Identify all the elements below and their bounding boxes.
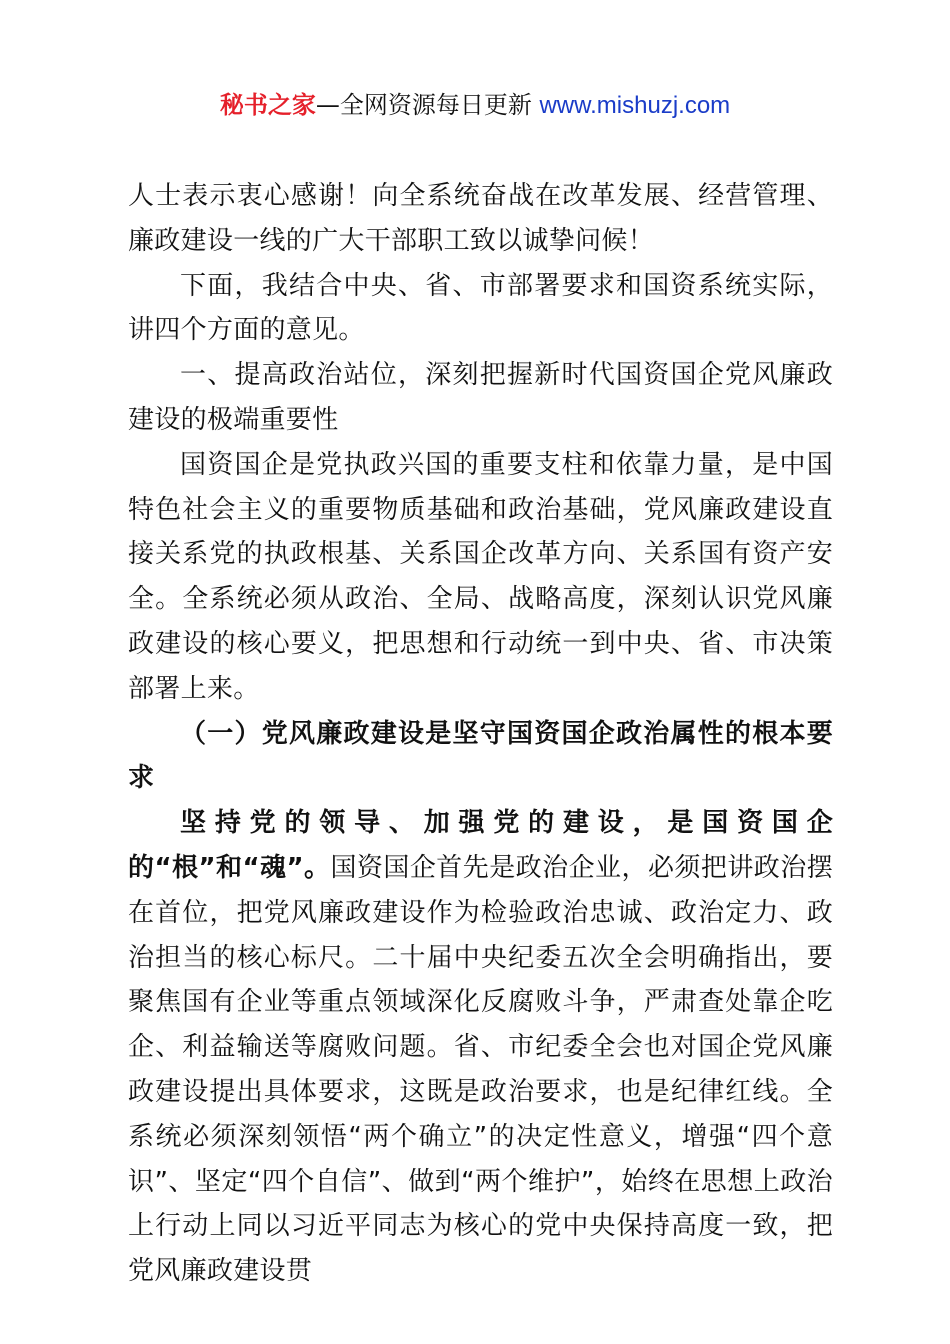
paragraph-subsection-body [128, 801, 833, 1294]
subsection-heading: （一）党风廉政建设是坚守国资国企政治属性的根本要求 [128, 718, 833, 794]
paragraph-section-body: 国资国企是党执政兴国的重要支柱和依靠力量，是中国特色社会主义的重要物质基础和政治基础，党风廉政建设直接关系党的执政根基、关系国企改革方向、关系国有资产安全。全系统必须从政治、全局、战略高度，深刻认识党风廉政建设的核心要义，把思想和行动统一到中央、省、市决策部署上来。 [128, 449, 833, 704]
paragraph-lead-sentence: 坚持党的领导、加强党的建设，是国资国企的“根”和“魂”。 [128, 808, 833, 883]
brand-name: 秘书之家 [219, 91, 316, 119]
header-slogan: —全网资源每日更新 [315, 91, 540, 119]
website-link[interactable]: www.mishuzj.com [539, 92, 731, 119]
paragraph-continuation: 人士表示衷心感谢！向全系统奋战在改革发展、经营管理、廉政建设一线的广大干部职工致以诚挚问候！ [128, 181, 833, 256]
section-heading: 一、提高政治站位，深刻把握新时代国资国企党风廉政建设的极端重要性 [128, 360, 833, 435]
paragraph-intro: 下面，我结合中央、省、市部署要求和国资系统实际，讲四个方面的意见。 [128, 270, 833, 346]
page-header [0, 88, 950, 123]
paragraph-body-text: 国资国企首先是政治企业，必须把讲政治摆在首位，把党风廉政建设作为检验政治忠诚、政治定力、政治担当的核心标尺。二十届中央纪委五次全会明确指出，要聚焦国有企业等重点领域深化反腐败斗争，严肃查处靠企吃企、利益输送等腐败问题。省、市纪委全会也对国企党风廉政建设提出具体要求，这既是政治要求，也是纪律红线。全系统必须深刻领悟“两个确立”的决定性意义，增强“四个意识”、坚定“四个自信”、做到“两个维护”，始终在思想上政治上行动上同以习近平同志为核心的党中央保持高度一致，把党风廉政建设贯 [128, 852, 833, 1287]
document-body [128, 174, 833, 1294]
